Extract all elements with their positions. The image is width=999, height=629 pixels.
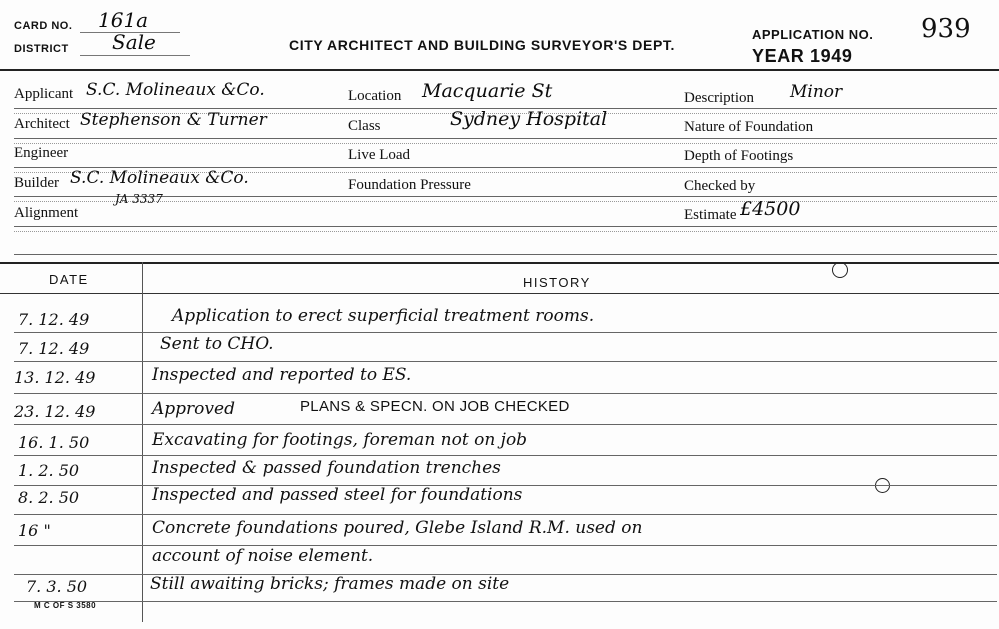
history-top-border xyxy=(0,262,999,264)
history-column-header: HISTORY xyxy=(523,275,591,290)
district-value: Sale xyxy=(112,30,156,54)
history-entry: Inspected and reported to ES. xyxy=(152,365,412,385)
history-rule xyxy=(14,424,997,425)
history-date: 1. 2. 50 xyxy=(18,461,80,480)
card-no-label: CARD NO. xyxy=(14,20,73,32)
builder-label: Builder xyxy=(14,175,59,191)
date-column-header: DATE xyxy=(49,272,89,287)
field-rule-dots xyxy=(14,143,997,144)
builder-phone: JA 3337 xyxy=(115,192,163,206)
card-no-value: 161a xyxy=(98,8,149,32)
application-number: 939 xyxy=(921,14,971,44)
applicant-label: Applicant xyxy=(14,86,74,102)
field-rule-dots xyxy=(14,231,997,232)
field-rule xyxy=(14,138,997,139)
history-entry: Still awaiting bricks; frames made on site xyxy=(150,574,510,594)
class-label: Class xyxy=(348,118,381,134)
year-label: YEAR 1949 xyxy=(752,46,853,66)
punch-hole xyxy=(832,262,848,278)
history-entry: Sent to CHO. xyxy=(160,334,274,354)
builder-value: S.C. Molineaux &Co. xyxy=(70,168,249,188)
district-underline xyxy=(80,55,190,56)
history-entry: account of noise element. xyxy=(152,546,374,566)
form-code: M C OF S 3580 xyxy=(34,601,97,610)
history-rule xyxy=(14,455,997,456)
history-date: 8. 2. 50 xyxy=(18,488,80,507)
class-value: Sydney Hospital xyxy=(450,108,608,130)
history-entry: Approved xyxy=(152,399,235,419)
history-header-rule xyxy=(0,293,999,294)
history-entry: Application to erect superficial treatment rooms. xyxy=(172,306,595,326)
history-date: 23. 12. 49 xyxy=(14,402,96,421)
application-no-label: APPLICATION NO. xyxy=(752,27,874,42)
header-divider xyxy=(0,69,999,71)
history-date: 7. 3. 50 xyxy=(26,577,88,596)
history-rule xyxy=(14,332,997,333)
location-value: Macquarie St xyxy=(422,80,553,102)
description-label: Description xyxy=(684,90,754,106)
foundation-pressure-label: Foundation Pressure xyxy=(348,177,471,193)
history-rule xyxy=(14,601,997,602)
history-rule xyxy=(14,514,997,515)
plans-checked-stamp: PLANS & SPECN. ON JOB CHECKED xyxy=(300,398,570,415)
history-entry: Inspected & passed foundation trenches xyxy=(152,458,501,478)
depth-of-footings-label: Depth of Footings xyxy=(684,148,794,164)
checked-by-label: Checked by xyxy=(684,178,756,194)
architect-label: Architect xyxy=(14,116,70,132)
history-date: 7. 12. 49 xyxy=(18,339,90,358)
live-load-label: Live Load xyxy=(348,147,411,163)
description-value: Minor xyxy=(790,82,843,102)
history-rule xyxy=(14,361,997,362)
department-title: CITY ARCHITECT AND BUILDING SURVEYOR'S DEPT. xyxy=(289,37,675,53)
engineer-label: Engineer xyxy=(14,145,69,161)
alignment-label: Alignment xyxy=(14,205,79,221)
architect-value: Stephenson & Turner xyxy=(80,110,267,130)
district-label: DISTRICT xyxy=(14,43,69,55)
history-entry: Inspected and passed steel for foundations xyxy=(152,485,523,505)
applicant-value: S.C. Molineaux &Co. xyxy=(86,80,265,100)
history-rule xyxy=(14,393,997,394)
nature-of-foundation-label: Nature of Foundation xyxy=(684,119,814,135)
estimate-value: £4500 xyxy=(740,198,801,220)
estimate-label: Estimate xyxy=(684,207,737,223)
history-date: 7. 12. 49 xyxy=(18,310,90,329)
history-entry: Concrete foundations poured, Glebe Island R.M. used on xyxy=(152,518,643,538)
field-rule xyxy=(14,226,997,227)
field-rule xyxy=(14,254,997,255)
history-entry: Excavating for footings, foreman not on job xyxy=(152,430,528,450)
history-date: 16 " xyxy=(18,521,51,540)
location-label: Location xyxy=(348,88,402,104)
history-date: 16. 1. 50 xyxy=(18,433,90,452)
history-date: 13. 12. 49 xyxy=(14,368,96,387)
date-history-divider xyxy=(142,262,143,622)
